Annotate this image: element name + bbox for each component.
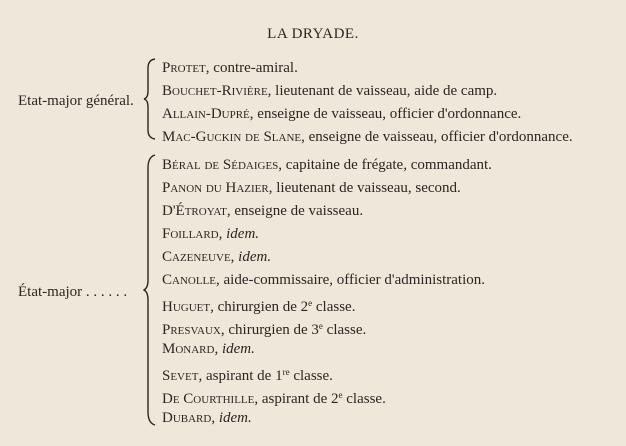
officer-role: , lieutenant de vaisseau, second. <box>268 180 461 196</box>
list-item <box>162 269 492 292</box>
list-item <box>162 384 492 407</box>
ordinal-superscript: e <box>338 390 343 400</box>
officer-role: , enseigne de vaisseau. <box>226 203 364 219</box>
group-label-etat-major: État-major . . . . . . <box>18 284 128 300</box>
officer-name: Mac-Guckin de Slane <box>162 129 302 145</box>
officer-name: Béral de Sédaiges <box>162 157 279 173</box>
officer-name: D'Étroyat <box>162 203 227 219</box>
officer-role: , aide-commissaire, officier d'administration. <box>216 272 486 288</box>
officer-role-tail: classe. <box>312 299 356 315</box>
list-item <box>162 315 492 338</box>
officer-name: Foillard <box>162 226 219 242</box>
officer-role-tail: classe. <box>342 391 386 407</box>
officer-role: , aspirant de 2 <box>254 391 339 407</box>
officer-name: Monard <box>162 341 215 357</box>
officer-role: , contre-amiral. <box>205 60 298 76</box>
officer-role: , aspirant de 1 <box>198 368 283 384</box>
group-label-etat-major-general: Etat-major général. <box>18 93 134 109</box>
list-item <box>162 126 573 149</box>
idem-text: idem. <box>221 341 255 357</box>
ordinal-superscript: e <box>308 298 313 308</box>
brace-etat-major-general <box>143 58 157 140</box>
entries-etat-major-general <box>162 57 573 149</box>
officer-name: Protet <box>162 60 206 76</box>
list-item <box>162 177 492 200</box>
officer-role: , enseigne de vaisseau, officier d'ordonnance. <box>301 129 573 145</box>
officer-name: Panon du Hazier <box>162 180 269 196</box>
list-item <box>162 80 573 103</box>
list-item <box>162 292 492 315</box>
officer-role: , chirurgien de 3 <box>220 322 319 338</box>
list-item <box>162 154 492 177</box>
officer-name: Bouchet-Rivière <box>162 83 268 99</box>
officer-role: , <box>211 410 219 426</box>
officer-role: , capitaine de frégate, commandant. <box>278 157 492 173</box>
idem-text: idem. <box>226 226 260 242</box>
officer-role-tail: classe. <box>322 322 367 338</box>
idem-text: idem. <box>218 410 252 426</box>
page-title: LA DRYADE. <box>267 26 359 42</box>
list-item <box>162 338 492 361</box>
list-item <box>162 407 492 430</box>
officer-role: , <box>218 226 227 242</box>
ordinal-superscript: e <box>318 321 323 331</box>
officer-role: , lieutenant de vaisseau, aide de camp. <box>267 83 498 99</box>
officer-name: De Courthille <box>162 391 255 407</box>
officer-name: Allain-Dupré <box>162 106 250 122</box>
entries-etat-major <box>162 154 492 430</box>
officer-name: Huguet <box>162 299 211 315</box>
list-item <box>162 57 573 80</box>
ordinal-superscript: re <box>282 367 290 377</box>
officer-name: Canolle <box>162 272 216 288</box>
officer-role: , <box>230 249 239 265</box>
officer-role: , <box>214 341 222 357</box>
list-item <box>162 361 492 384</box>
officer-role: , enseigne de vaisseau, officier d'ordonnance. <box>249 106 522 122</box>
idem-text: idem. <box>238 249 272 265</box>
officer-role: , chirurgien de 2 <box>210 299 309 315</box>
officer-role-tail: classe. <box>289 368 333 384</box>
officer-name: Sevet <box>162 368 199 384</box>
list-item <box>162 223 492 246</box>
officer-name: Dubard <box>162 410 212 426</box>
list-item <box>162 246 492 269</box>
list-item <box>162 200 492 223</box>
officer-name: Cazeneuve <box>162 249 231 265</box>
list-item <box>162 103 573 126</box>
officer-name: Presvaux <box>162 322 221 338</box>
brace-etat-major <box>143 154 157 426</box>
